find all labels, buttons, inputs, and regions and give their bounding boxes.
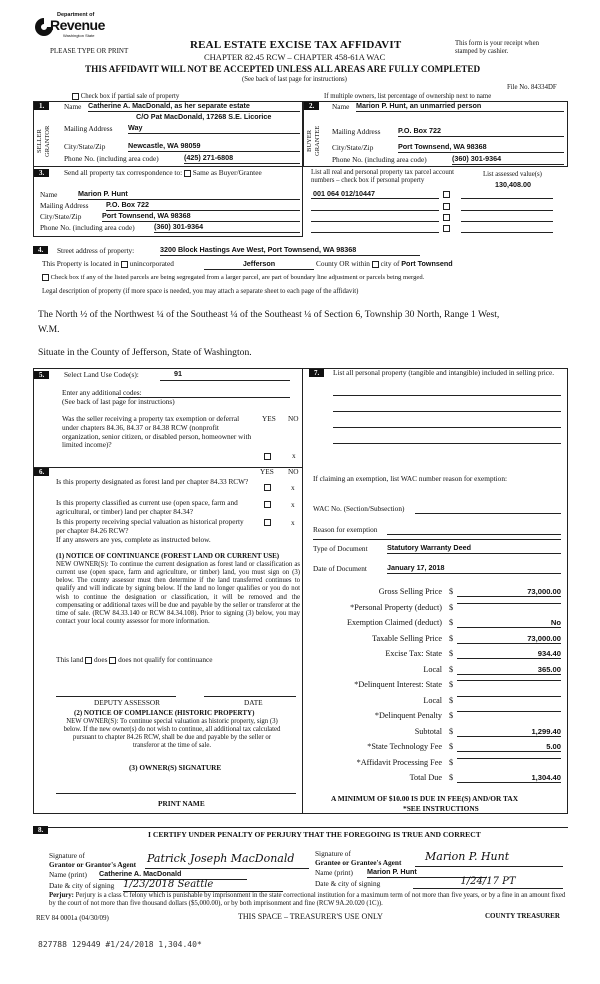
- yes-header-6: YES: [260, 467, 274, 476]
- tax-row-label: Excise Tax: State: [385, 649, 442, 658]
- corr-name: Marion P. Hunt: [78, 190, 300, 200]
- parcel-list: [303, 167, 568, 237]
- grantee-name-label: Name (print): [315, 868, 353, 877]
- historical-question: Is this property receiving special valuation as historical property per chapter 84.26 RCW?: [56, 517, 244, 535]
- buyer-name-label: Name: [332, 102, 350, 111]
- land-use-label: Select Land Use Code(s):: [64, 370, 139, 379]
- parcel-checkbox-2[interactable]: [443, 203, 450, 210]
- legal-line-2: W.M.: [38, 324, 60, 335]
- tax-row: [303, 618, 568, 634]
- legal-line-1: The North ½ of the Northwest ¼ of the Southeast ¼ of the Southeast ¼ of Section 6, Township 30 North, Range 1 West,: [38, 309, 500, 320]
- revenue-text: Revenue: [50, 17, 105, 33]
- cashier-stamp: 827788 129449 #1/24/2018 1,304.40*: [38, 940, 202, 949]
- seller-address-label: Mailing Address: [64, 124, 113, 133]
- grantee-sig-label-2: Grantee or Grantee's Agent: [315, 858, 402, 867]
- see-instructions: *SEE INSTRUCTIONS: [403, 804, 479, 813]
- section-6-badge: 6.: [34, 468, 49, 476]
- seller-side-label: SELLER GRANTOR: [36, 125, 51, 157]
- owner-signature-label: (3) OWNER(S) SIGNATURE: [129, 763, 222, 772]
- treasurer-space: THIS SPACE – TREASURER'S USE ONLY: [238, 912, 383, 921]
- county-or-within-label: County OR within: [316, 259, 370, 268]
- historical-yes-checkbox[interactable]: [264, 519, 271, 526]
- parcel-line-1: [311, 198, 439, 199]
- this-land-label: This land: [56, 655, 84, 664]
- tax-row-label: Total Due: [409, 773, 442, 782]
- please-type: PLEASE TYPE OR PRINT: [50, 47, 129, 55]
- tax-row-currency: $: [449, 757, 454, 767]
- current-use-no-mark[interactable]: x: [291, 500, 295, 509]
- deputy-assessor-label: DEPUTY ASSESSOR: [94, 698, 161, 707]
- partial-sale-checkbox[interactable]: [72, 93, 79, 100]
- reason-line-2: [313, 539, 561, 540]
- grantor-signature: Patrick Joseph MacDonald: [147, 852, 295, 865]
- tax-row: [303, 587, 568, 603]
- legal-line-3: Situate in the County of Jefferson, State of Washington.: [38, 347, 252, 358]
- does-checkbox[interactable]: [85, 657, 92, 664]
- parcel-line-4: [311, 232, 439, 233]
- tax-row-currency: $: [449, 773, 454, 782]
- tax-row-value: [457, 680, 561, 681]
- assessed-line-1: [461, 198, 553, 199]
- tax-row-label: Exemption Claimed (deduct): [346, 618, 442, 627]
- tax-row-currency: $: [449, 695, 454, 705]
- seller-city-label: City/State/Zip: [64, 142, 106, 151]
- doc-date-label: Date of Document: [313, 564, 367, 573]
- wa-state-text: Washington State: [63, 33, 95, 38]
- tax-row-label: Local: [423, 664, 442, 674]
- section-6: [33, 468, 303, 814]
- tax-row: [303, 696, 568, 712]
- grantor-date-label: Date & city of signing: [49, 881, 115, 890]
- grantor-sig-label-2: Grantor or Grantor's Agent: [49, 860, 137, 869]
- tax-row: [303, 603, 568, 619]
- does-not-label: does not qualify for continuance: [118, 655, 213, 664]
- tax-row-currency: $: [449, 618, 454, 627]
- tax-row-currency: $: [449, 633, 454, 643]
- buyer-name: Marion P. Hunt, an unmarried person: [356, 102, 564, 112]
- buyer-section: [303, 101, 568, 167]
- tax-row-label: Local: [423, 695, 442, 705]
- forest-yes-checkbox[interactable]: [264, 484, 271, 491]
- grantor-name-label: Name (print): [49, 870, 87, 879]
- same-as-buyer-checkbox[interactable]: [184, 170, 191, 177]
- current-use-question: Is this property classified as current use (open space, farm and agricultural, or timber) land per chapter 84.34?: [56, 498, 238, 516]
- land-use-line: [160, 380, 290, 381]
- continuance-title: (1) NOTICE OF CONTINUANCE (FOREST LAND OR CURRENT USE): [56, 552, 280, 560]
- exemption-question: Was the seller receiving a property tax exemption or deferral under chapters 84.36, 84.37 or 84.38 RCW (nonprofit organization, senior citizen, or disabled person, homeowner with limited income)?: [62, 414, 252, 450]
- form-warning: THIS AFFIDAVIT WILL NOT BE ACCEPTED UNLESS ALL AREAS ARE FULLY COMPLETED: [85, 64, 481, 74]
- section-5: [33, 368, 303, 468]
- historical-no-mark[interactable]: x: [291, 518, 295, 527]
- segregated-row: [42, 274, 424, 282]
- section-1-badge: 1.: [34, 102, 49, 110]
- does-label: does: [94, 655, 108, 664]
- parcel-number: 001 064 012/10447: [313, 189, 375, 198]
- unincorporated-label: unincorporated: [129, 259, 174, 268]
- personal-line-4: [333, 443, 561, 444]
- file-number: File No. 84334DF: [507, 84, 557, 91]
- within-row: [316, 260, 453, 269]
- form-chapter: CHAPTER 82.45 RCW – CHAPTER 458-61A WAC: [204, 52, 386, 62]
- section-8: [33, 827, 568, 915]
- continuance-text: NEW OWNER(S): To continue the current designation as forest land or classification as current use (open space, farm and agriculture, or timber) land, you must sign on (3) below. The county assessor must then determine if the land transferred continues to qualify and will indicate by signing below. If the land no longer qualifies or you do not wish to continue the designation or classification, it will be removed and the compensating or additional taxes will be due and payable by the seller or transferor at the time of sale. (RCW 84.33.140 or RCW 84.34.108). Prior to signing (3) below, you may contact your local county assessor for more information.: [56, 561, 300, 626]
- wac-no-label: WAC No. (Section/Subsection): [313, 504, 405, 513]
- personal-line-1: [333, 395, 561, 396]
- minimum-note: A MINIMUM OF $10.00 IS DUE IN FEE(S) AND/OR TAX: [331, 794, 519, 803]
- county-treasurer: COUNTY TREASURER: [485, 912, 560, 920]
- this-land-row: [56, 656, 213, 665]
- legal-label: Legal description of property (if more space is needed, you may attach a separate sheet to each page of the affidavit): [42, 288, 359, 295]
- buyer-city: Port Townsend, WA 98368: [398, 143, 564, 153]
- receipt-note: This form is your receipt when stamped by cashier.: [455, 40, 539, 56]
- corr-city-label: City/State/Zip: [40, 212, 82, 221]
- buyer-city-label: City/State/Zip: [332, 143, 374, 152]
- city-checkbox[interactable]: [372, 261, 379, 268]
- no-header-6: NO: [288, 467, 299, 476]
- compliance-title: (2) NOTICE OF COMPLIANCE (HISTORIC PROPERTY): [74, 709, 255, 717]
- assessed-header: List assessed value(s): [483, 171, 542, 178]
- print-name-label: PRINT NAME: [158, 799, 205, 808]
- tax-row: [303, 727, 568, 743]
- tax-row-label: Subtotal: [414, 726, 442, 736]
- assessed-value: 130,408.00: [495, 180, 531, 189]
- tax-row-label: *Delinquent Interest: State: [354, 680, 442, 689]
- buyer-address: P.O. Box 722: [398, 127, 564, 137]
- buyer-address-label: Mailing Address: [332, 127, 381, 136]
- section-2-badge: 2.: [304, 102, 319, 110]
- unincorporated-checkbox[interactable]: [121, 261, 128, 268]
- section-7: [303, 368, 568, 814]
- same-as-buyer-label: Same as Buyer/Grantee: [192, 168, 262, 177]
- doc-date: January 17, 2018: [387, 564, 561, 574]
- personal-property-label: List all personal property (tangible and intangible) included in selling price.: [333, 368, 555, 377]
- tax-row-currency: $: [449, 587, 454, 596]
- tax-row: [303, 665, 568, 681]
- grantee-sig-label-1: Signature of: [315, 849, 351, 858]
- dept-of-text: Department of: [57, 12, 95, 18]
- tax-row: [303, 758, 568, 774]
- parcel-checkbox-1[interactable]: [443, 191, 450, 198]
- parcel-header: List all real and personal property tax parcel account numbers – check box if personal property: [311, 169, 455, 185]
- wac-no-line: [415, 513, 561, 514]
- perjury-text: Perjury is a class C felony which is punishable by imprisonment in the state correctional institution for a maximum term of not more than five years, or by a fine in an amount fixed by the court of not more than five thousand dollars ($5,000.00), or by both imprisonment and fine (RCW 9A.20.020 (1C)).: [49, 892, 566, 908]
- located-row: [42, 260, 174, 269]
- city-of-label: city of: [380, 259, 400, 268]
- grantor-name: Catherine A. MacDonald: [99, 870, 247, 880]
- wac-reason-label: If claiming an exemption, list WAC number reason for exemption:: [313, 474, 507, 483]
- parcel-line-2: [311, 210, 439, 211]
- reason-line: [387, 534, 561, 535]
- corr-address: P.O. Box 722: [106, 201, 300, 211]
- buyer-phone: (360) 301-9364: [452, 155, 564, 165]
- corr-city: Port Townsend, WA 98368: [102, 212, 300, 222]
- section-8-badge: 8.: [33, 826, 48, 834]
- assessed-line-2: [461, 210, 553, 211]
- tax-row-currency: $: [449, 649, 454, 658]
- tax-correspondence-label: Send all property tax correspondence to:: [64, 168, 183, 177]
- grantee-signature: Marion P. Hunt: [425, 850, 510, 863]
- tax-row-value: No: [457, 618, 561, 628]
- tax-row-value: 73,000.00: [457, 634, 561, 644]
- form-number: REV 84 0001a (04/30/09): [36, 914, 109, 922]
- grantee-sig-line: [415, 866, 563, 867]
- section-3-badge: 3.: [34, 169, 49, 177]
- tax-correspondence-row: [64, 169, 262, 178]
- tax-row-currency: $: [449, 711, 454, 720]
- tax-row-currency: $: [449, 726, 454, 736]
- tax-row: [303, 773, 568, 789]
- tax-row-value: 1,304.40: [457, 773, 561, 783]
- assessed-line-4: [461, 232, 553, 233]
- forest-question: Is this property designated as forest land per chapter 84.33 RCW?: [56, 477, 249, 486]
- land-use-code: 91: [174, 369, 182, 378]
- seller-name-label: Name: [64, 102, 82, 111]
- tax-row-currency: $: [449, 742, 454, 751]
- tax-row-currency: $: [449, 602, 454, 612]
- section-4-badge: 4.: [33, 246, 48, 254]
- street-address: 3200 Block Hastings Ave West, Port Townsend, WA 98368: [160, 246, 420, 256]
- tax-row: [303, 634, 568, 650]
- multiple-owners-note: If multiple owners, list percentage of ownership next to name: [324, 93, 492, 100]
- doc-type: Statutory Warranty Deed: [387, 544, 561, 554]
- buyer-phone-label: Phone No. (including area code): [332, 155, 427, 164]
- see-back-5: (See back of last page for instructions): [62, 397, 175, 406]
- section-3: [33, 167, 303, 237]
- perjury-block: [49, 892, 569, 908]
- tax-row-label: Gross Selling Price: [378, 587, 442, 596]
- grantor-sig-label-1: Signature of: [49, 851, 85, 860]
- tax-row-currency: $: [449, 664, 454, 674]
- tax-row: [303, 742, 568, 758]
- tax-row-label: Taxable Selling Price: [372, 633, 442, 643]
- tax-row-value: 5.00: [457, 742, 561, 752]
- corr-address-label: Mailing Address: [40, 201, 89, 210]
- personal-line-3: [333, 427, 561, 428]
- additional-codes-label: Enter any additional codes:: [62, 388, 142, 397]
- date-line: [204, 696, 296, 697]
- parcel-checkbox-3[interactable]: [443, 214, 450, 221]
- grantor-date: 1/23/2018 Seattle: [123, 879, 283, 892]
- seller-address: Way: [128, 124, 300, 134]
- see-back-header: (See back of last page for instructions): [242, 76, 347, 83]
- section-7-badge: 7.: [309, 369, 324, 377]
- seller-name-2: C/O Pat MacDonald, 17268 S.E. Licorice: [136, 112, 272, 121]
- street-label: Street address of property:: [57, 246, 135, 255]
- grantee-date-label: Date & city of signing: [315, 879, 381, 888]
- seller-name: Catherine A. MacDonald, as her separate estate: [88, 102, 300, 112]
- county-name: Jefferson: [204, 260, 314, 270]
- tax-row-label: *Personal Property (deduct): [350, 602, 442, 612]
- exemption-yes-checkbox[interactable]: [264, 453, 271, 460]
- tax-table: [303, 587, 568, 789]
- corr-phone-label: Phone No. (including area code): [40, 223, 135, 232]
- current-use-yes-checkbox[interactable]: [264, 501, 271, 508]
- perjury-label: Perjury:: [49, 892, 74, 899]
- date-label: DATE: [244, 698, 263, 707]
- seller-phone: (425) 271-6808: [184, 154, 300, 164]
- tax-row-value: 73,000.00: [457, 587, 561, 597]
- exemption-no-mark[interactable]: x: [292, 451, 296, 460]
- section-5-badge: 5.: [34, 371, 49, 379]
- yes-header-5: YES: [262, 414, 276, 423]
- print-name-line: [56, 793, 296, 794]
- doc-type-label: Type of Document: [313, 544, 368, 553]
- reason-label: Reason for exemption: [313, 525, 378, 534]
- seller-section: [33, 101, 303, 167]
- no-header-5: NO: [288, 414, 299, 423]
- yes-note: If any answers are yes, complete as instructed below.: [56, 535, 211, 544]
- corr-phone: (360) 301-9364: [154, 223, 300, 233]
- tax-row-label: *Affidavit Processing Fee: [356, 757, 442, 767]
- dor-logo: [33, 12, 105, 42]
- parcel-checkbox-4[interactable]: [443, 225, 450, 232]
- form-title: REAL ESTATE EXCISE TAX AFFIDAVIT: [190, 39, 402, 51]
- partial-sale-label: Check box if partial sale of property: [80, 93, 180, 101]
- tax-row: [303, 649, 568, 665]
- tax-row-value: 365.00: [457, 665, 561, 675]
- segregated-label: Check box if any of the listed parcels are being segregated from a larger parcel, are part of boundary line adjustment or parcels being merged.: [50, 274, 425, 282]
- grantee-name: Marion P. Hunt: [367, 868, 487, 878]
- tax-row-currency: $: [449, 680, 454, 689]
- segregated-checkbox[interactable]: [42, 274, 49, 281]
- personal-line-2: [333, 411, 561, 412]
- assessed-line-3: [461, 221, 553, 222]
- seller-phone-label: Phone No. (including area code): [64, 154, 159, 163]
- city-name: Port Townsend: [401, 259, 453, 268]
- tax-row-value: [457, 696, 561, 697]
- parcel-line-3: [311, 221, 439, 222]
- compliance-text: NEW OWNER(S): To continue special valuation as historic property, sign (3) below. If the new owner(s) do not wish to continue, all additional tax calculated pursuant to chapter 84.26 RCW, shall be due and payable by the seller or transferor at the time of sale.: [63, 718, 281, 750]
- seller-city: Newcastle, WA 98059: [128, 142, 300, 152]
- tax-row-value: 1,299.40: [457, 727, 561, 737]
- partial-sale-row: [72, 93, 179, 101]
- forest-no-mark[interactable]: x: [291, 483, 295, 492]
- tax-row-label: *Delinquent Penalty: [374, 711, 442, 720]
- tax-row-value: 934.40: [457, 649, 561, 659]
- does-not-checkbox[interactable]: [109, 657, 116, 664]
- tax-row-value: [457, 603, 561, 604]
- tax-row-value: [457, 711, 561, 712]
- tax-row: [303, 680, 568, 696]
- grantee-date: 1/24/17 PT: [413, 876, 563, 889]
- deputy-line: [56, 696, 176, 697]
- tax-row: [303, 711, 568, 727]
- tax-row-value: [457, 758, 561, 759]
- tax-row-label: *State Technology Fee: [367, 742, 442, 751]
- certify-statement: I CERTIFY UNDER PENALTY OF PERJURY THAT THE FOREGOING IS TRUE AND CORRECT: [148, 830, 481, 839]
- located-label: This Property is located in: [42, 259, 120, 268]
- buyer-side-label: BUYER GRANTEE: [306, 125, 321, 157]
- corr-name-label: Name: [40, 190, 58, 199]
